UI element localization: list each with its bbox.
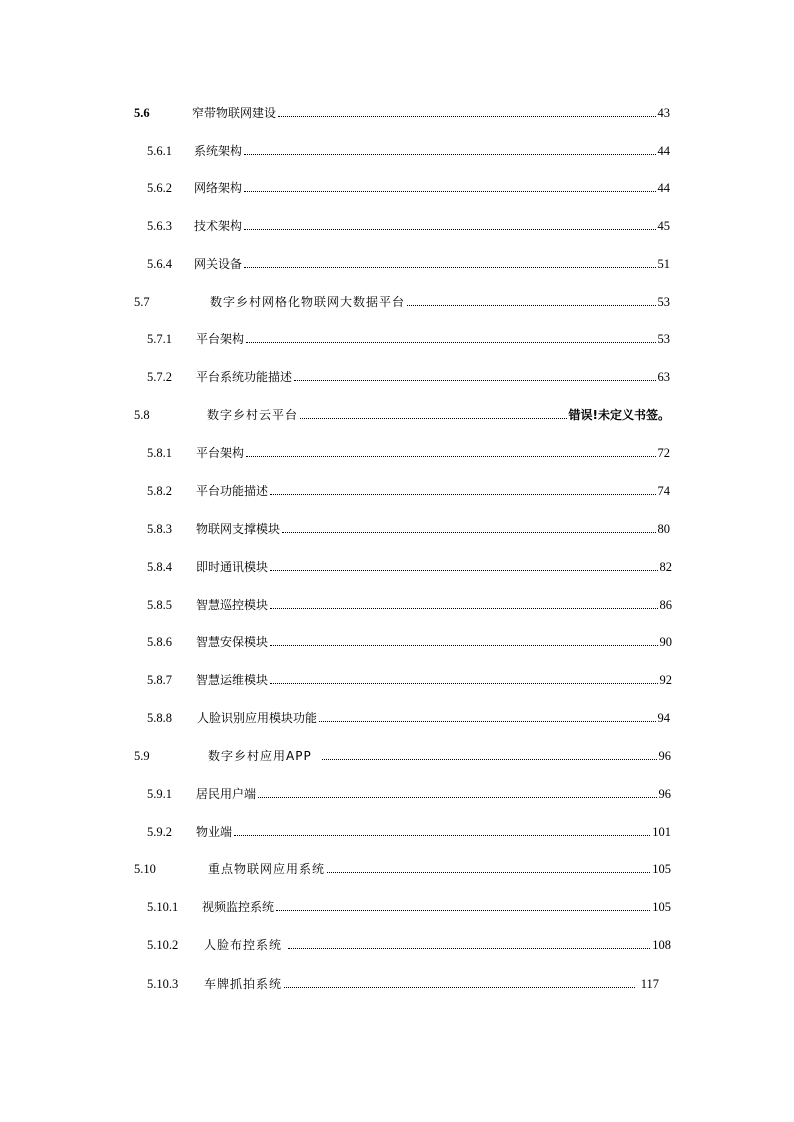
toc-title: 人脸布控系统 — [204, 938, 283, 952]
toc-title: 智慧安保模块 — [196, 635, 269, 649]
toc-page-number: 94 — [657, 711, 670, 725]
toc-number: 5.10.1 — [147, 900, 179, 914]
toc-number: 5.8.8 — [147, 711, 172, 725]
dot-leader — [258, 787, 656, 801]
toc-page-number: 43 — [657, 106, 670, 120]
toc-page-number: 108 — [652, 938, 671, 952]
toc-page-number: 90 — [659, 635, 672, 649]
toc-number: 5.7.1 — [147, 332, 172, 346]
toc-page-number: 117 — [640, 977, 659, 991]
toc-number: 5.8.4 — [147, 560, 172, 574]
toc-entry-5-8-8 — [147, 707, 670, 729]
toc-title: 系统架构 — [194, 144, 243, 158]
toc-page-number: 86 — [659, 598, 672, 612]
toc-title: 智慧巡控模块 — [196, 598, 269, 612]
toc-entry-5-6-1 — [147, 140, 670, 162]
toc-title: 视频监控系统 — [202, 900, 275, 914]
toc-entry-5-8-1 — [147, 442, 670, 464]
toc-title: 人脸识别应用模块功能 — [197, 711, 318, 725]
toc-entry-5-10-3 — [147, 973, 659, 995]
dot-leader — [282, 522, 655, 536]
toc-number: 5.7.2 — [147, 370, 172, 384]
toc-number: 5.8.1 — [147, 446, 172, 460]
dot-leader — [246, 332, 655, 346]
toc-entry-5-7 — [134, 291, 670, 313]
toc-page-number: 92 — [659, 673, 672, 687]
toc-number: 5.9.2 — [147, 825, 172, 839]
dot-leader — [284, 977, 635, 991]
dot-leader — [270, 673, 657, 687]
toc-entry-5-8-7 — [147, 669, 672, 691]
toc-page-number: 72 — [657, 446, 670, 460]
toc-number: 5.8.3 — [147, 522, 172, 536]
toc-entry-5-7-1 — [147, 328, 670, 350]
dot-leader — [407, 295, 655, 309]
toc-entry-5-7-2 — [147, 366, 670, 388]
toc-number: 5.8.5 — [147, 598, 172, 612]
toc-title: 智慧运维模块 — [196, 673, 269, 687]
dot-leader — [319, 711, 655, 725]
dot-leader — [276, 900, 650, 914]
toc-title: 技术架构 — [194, 219, 243, 233]
dot-leader — [244, 219, 655, 233]
toc-entry-5-6 — [134, 102, 670, 124]
dot-leader — [278, 106, 655, 120]
toc-number: 5.6.1 — [147, 144, 172, 158]
toc-entry-5-10 — [134, 858, 671, 880]
toc-entry-5-6-2 — [147, 177, 670, 199]
toc-entry-5-9-1 — [147, 783, 671, 805]
toc-number: 5.6.4 — [147, 257, 172, 271]
toc-entry-5-8-4 — [147, 556, 672, 578]
toc-number: 5.10 — [134, 862, 156, 876]
toc-page-number: 44 — [657, 144, 670, 158]
toc-number: 5.7 — [134, 295, 150, 309]
dot-leader — [246, 446, 655, 460]
toc-title: 平台架构 — [196, 446, 245, 460]
toc-page-number: 105 — [652, 900, 671, 914]
toc-title: 数字乡村云平台 — [207, 408, 299, 422]
toc-page-number: 105 — [652, 862, 671, 876]
toc-page-number: 96 — [658, 787, 671, 801]
toc-number: 5.8 — [134, 408, 150, 422]
toc-entry-5-6-3 — [147, 215, 670, 237]
toc-page-number: 74 — [657, 484, 670, 498]
toc-page-number: 96 — [658, 749, 671, 763]
dot-leader — [244, 181, 655, 195]
toc-number: 5.8.6 — [147, 635, 172, 649]
toc-title: 物业端 — [196, 825, 233, 839]
toc-entry-5-8 — [134, 404, 670, 426]
toc-entry-5-9 — [134, 745, 671, 767]
toc-title: 网络架构 — [194, 181, 243, 195]
toc-number: 5.10.2 — [147, 938, 179, 952]
toc-number: 5.8.2 — [147, 484, 172, 498]
toc-entry-5-8-5 — [147, 594, 672, 616]
toc-entry-5-8-6 — [147, 631, 672, 653]
dot-leader — [300, 408, 567, 422]
toc-entry-5-6-4 — [147, 253, 670, 275]
dot-leader — [322, 749, 657, 763]
toc-entry-5-10-1 — [147, 896, 671, 918]
toc-page-number: 80 — [657, 522, 670, 536]
toc-title: 平台系统功能描述 — [196, 370, 293, 384]
toc-page-number: 51 — [657, 257, 670, 271]
dot-leader — [288, 938, 650, 952]
toc-page-number: 44 — [657, 181, 670, 195]
toc-title: 窄带物联网建设 — [192, 106, 277, 120]
dot-leader — [270, 635, 657, 649]
toc-number: 5.10.3 — [147, 977, 179, 991]
toc-number: 5.9.1 — [147, 787, 172, 801]
toc-title: 物联网支撑模块 — [196, 522, 281, 536]
toc-number: 5.6.2 — [147, 181, 172, 195]
toc-title: 车牌抓拍系统 — [204, 977, 283, 991]
toc-page-number: 63 — [657, 370, 670, 384]
toc-title: 居民用户端 — [196, 787, 257, 801]
toc-page-number: 53 — [657, 332, 670, 346]
toc-number: 5.6 — [134, 106, 150, 120]
toc-title: 网关设备 — [194, 257, 243, 271]
toc-number: 5.8.7 — [147, 673, 172, 687]
dot-leader — [294, 370, 655, 384]
dot-leader — [244, 257, 655, 271]
dot-leader — [270, 484, 655, 498]
toc-title: 即时通讯模块 — [196, 560, 269, 574]
dot-leader — [327, 862, 650, 876]
toc-page-number: 45 — [657, 219, 670, 233]
dot-leader — [244, 144, 655, 158]
toc-entry-5-8-3 — [147, 518, 670, 540]
toc-title: 重点物联网应用系统 — [208, 862, 326, 876]
toc-title: 数字乡村网格化物联网大数据平台 — [210, 295, 406, 309]
toc-entry-5-8-2 — [147, 480, 670, 502]
toc-bookmark-error: 错误!未定义书签。 — [568, 408, 670, 422]
toc-title: 平台功能描述 — [196, 484, 269, 498]
toc-entry-5-10-2 — [147, 934, 671, 956]
dot-leader — [270, 560, 657, 574]
toc-page-number: 101 — [652, 825, 671, 839]
dot-leader — [270, 598, 657, 612]
toc-title: 数字乡村应用APP — [208, 749, 312, 763]
dot-leader — [234, 825, 650, 839]
toc-number: 5.6.3 — [147, 219, 172, 233]
toc-number: 5.9 — [134, 749, 150, 763]
toc-entry-5-9-2 — [147, 821, 671, 843]
toc-page-number: 82 — [659, 560, 672, 574]
toc-title: 平台架构 — [196, 332, 245, 346]
toc-page-number: 53 — [657, 295, 670, 309]
